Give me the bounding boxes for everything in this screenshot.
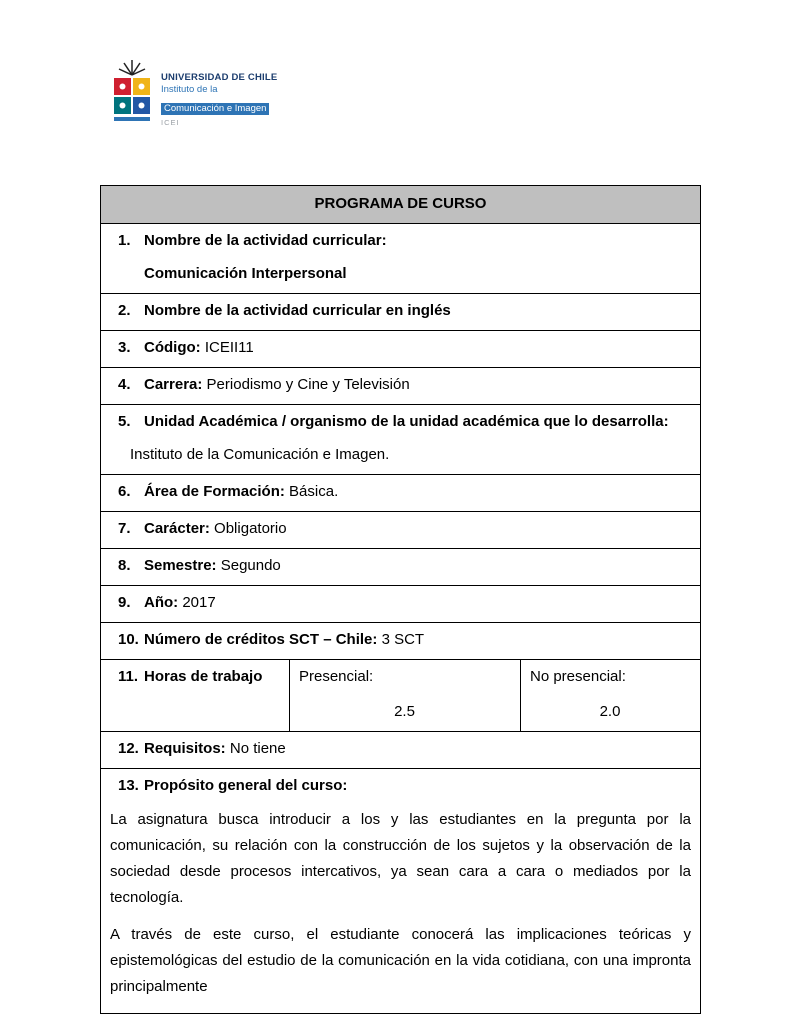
row-10-label: Número de créditos SCT – Chile: <box>144 631 378 648</box>
no-presencial-label: No presencial: <box>530 668 626 685</box>
row-10-number: 10. <box>118 631 139 648</box>
row-10-creditos <box>101 623 700 660</box>
row-5-heading <box>118 412 686 432</box>
institute-line-2: Comunicación e Imagen <box>161 103 269 115</box>
purpose-paragraph-1: La asignatura busca introducir a los y las estudiantes en la pregunta por la comunicación, su relación con la construcción de los sujetos y la observación de la sociedad desde procesos intercativos, ya sean cara a cara o mediados por la tecnología. <box>110 811 691 906</box>
row-1-number: 1. <box>118 232 131 249</box>
academic-unit-value: Instituto de la Comunicación e Imagen. <box>130 446 390 463</box>
row-8-semestre <box>101 549 700 586</box>
row-1-label: Nombre de la actividad curricular: <box>144 232 387 249</box>
row-11-number: 11. <box>118 668 139 685</box>
row-13-proposito <box>101 769 700 1013</box>
presencial-hours: 2.5 <box>394 703 415 720</box>
row-6-label: Área de Formación: <box>144 483 285 500</box>
row-3-codigo <box>101 331 700 368</box>
institute-line-1: Instituto de la <box>161 84 218 96</box>
row-7-label: Carácter: <box>144 520 210 537</box>
university-logo-text <box>161 58 277 128</box>
year-value: 2017 <box>182 594 216 611</box>
presencial-cell <box>289 660 520 731</box>
row-7-caracter <box>101 512 700 549</box>
row-1-nombre-actividad <box>101 224 700 294</box>
row-12-label: Requisitos: <box>144 740 226 757</box>
purpose-paragraph-2: A través de este curso, el estudiante conocerá las implicaciones teóricas y epistemológicas del estudio de la comunicación en la vida cotidiana, con una impronta principalmente <box>110 926 691 995</box>
career-value: Periodismo y Cine y Televisión <box>206 376 410 393</box>
institute-acronym: ICEI <box>161 118 180 128</box>
semester-value: Segundo <box>220 557 281 574</box>
row-11-label: Horas de trabajo <box>144 668 263 685</box>
row-13-number: 13. <box>118 777 139 794</box>
row-4-number: 4. <box>118 376 131 393</box>
row-9-ano <box>101 586 700 623</box>
row-11-horas-trabajo <box>101 660 700 732</box>
formation-area-value: Básica. <box>289 483 339 500</box>
presencial-label: Presencial: <box>299 668 374 685</box>
credits-value: 3 SCT <box>381 631 425 648</box>
requirements-value: No tiene <box>229 740 286 757</box>
character-value: Obligatorio <box>214 520 287 537</box>
course-code: ICEII11 <box>204 339 254 356</box>
row-8-number: 8. <box>118 557 131 574</box>
row-2-nombre-ingles <box>101 294 700 331</box>
row-2-number: 2. <box>118 302 131 319</box>
table-title-row <box>101 186 700 224</box>
row-4-carrera <box>101 368 700 405</box>
university-emblem-icon <box>112 58 152 131</box>
no-presencial-cell <box>520 660 700 731</box>
no-presencial-hours: 2.0 <box>599 703 621 720</box>
row-5-label: Unidad Académica / organismo de la unidad académica que lo desarrolla: <box>144 413 669 430</box>
page-title: PROGRAMA DE CURSO <box>314 195 487 212</box>
row-13-label: Propósito general del curso: <box>144 777 348 794</box>
row-2-label: Nombre de la actividad curricular en inglés <box>144 302 451 319</box>
row-6-number: 6. <box>118 483 131 500</box>
university-name: UNIVERSIDAD DE CHILE <box>161 72 278 83</box>
row-1-heading <box>118 231 686 251</box>
row-7-number: 7. <box>118 520 131 537</box>
work-hours-label-cell <box>101 660 289 731</box>
row-6-area-formacion <box>101 475 700 512</box>
row-9-label: Año: <box>144 594 179 611</box>
row-13-heading <box>118 776 686 796</box>
row-9-number: 9. <box>118 594 131 611</box>
row-3-number: 3. <box>118 339 131 356</box>
row-5-number: 5. <box>118 413 131 430</box>
university-logo <box>112 58 277 131</box>
course-name: Comunicación Interpersonal <box>144 265 347 282</box>
row-12-requisitos <box>101 732 700 769</box>
row-5-unidad-academica <box>101 405 700 475</box>
row-12-number: 12. <box>118 740 139 757</box>
row-8-label: Semestre: <box>144 557 217 574</box>
row-4-label: Carrera: <box>144 376 203 393</box>
row-3-label: Código: <box>144 339 201 356</box>
course-program-table <box>100 185 701 1014</box>
